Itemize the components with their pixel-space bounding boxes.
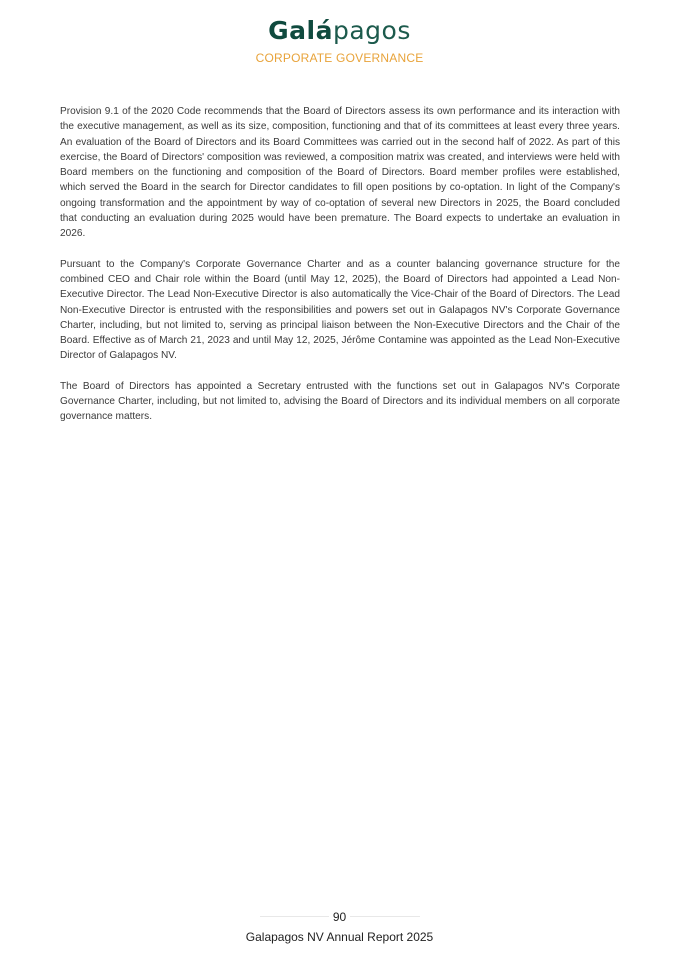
paragraph-lead-non-executive-director: Pursuant to the Company's Corporate Governance Charter and as a counter balancing governance structure for the combined CEO and Chair role within the Board (until May 12, 2025), the Board of Directors had appointed a Lead Non-Executive Director. The Lead Non-Executive Director is also automatically the Vice-Chair of the Board of Directors. The Lead Non-Executive Director is entrusted with the responsibilities and powers set out in Galapagos NV's Corporate Governance Charter, including, but not limited to, serving as principal liaison between the Non-Executive Directors and the Chair of the Board. Effective as of March 21, 2023 and until May 12, 2025, Jérôme Contamine was appointed as the Lead Non-Executive Director of Galapagos NV. [60, 258, 620, 362]
paragraph-board-secretary: The Board of Directors has appointed a Secretary entrusted with the functions set out in Galapagos NV's Corporate Governance Charter, including, but not limited to, advising the Board of Directors and its individual members on all corporate governance matters. [60, 380, 620, 423]
page-number: 90 [329, 909, 350, 925]
logo-text-bold: Galá [268, 16, 333, 45]
logo-text-light: pagos [332, 16, 411, 45]
report-title: Galapagos NV Annual Report 2025 [245, 930, 434, 944]
paragraph-board-evaluation: Provision 9.1 of the 2020 Code recommends that the Board of Directors assess its own performance and its interaction with the executive management, as well as its size, composition, functioning and that of its committees at least every three years. An evaluation of the Board of Directors and its Board Committees was carried out in the second half of 2022. As part of this exercise, the Board of Directors' composition was reviewed, a composition matrix was created, and interviews were held with Board members on the functioning and composition of the Board of Directors. Board member profiles were established, which served the Board in the search for Director candidates to fill open positions by co-optation. In light of the Company's ongoing transformation and the appointment by way of co-optation of several new Directors in 2025, the Board concluded that conducting an evaluation during 2025 would have been premature. The Board expects to undertake an evaluation in 2026. [60, 106, 620, 240]
body-text [60, 104, 620, 440]
galapagos-logo [268, 16, 411, 46]
page-footer [0, 908, 679, 945]
page-header [0, 16, 679, 65]
section-label: CORPORATE GOVERNANCE [255, 51, 424, 65]
